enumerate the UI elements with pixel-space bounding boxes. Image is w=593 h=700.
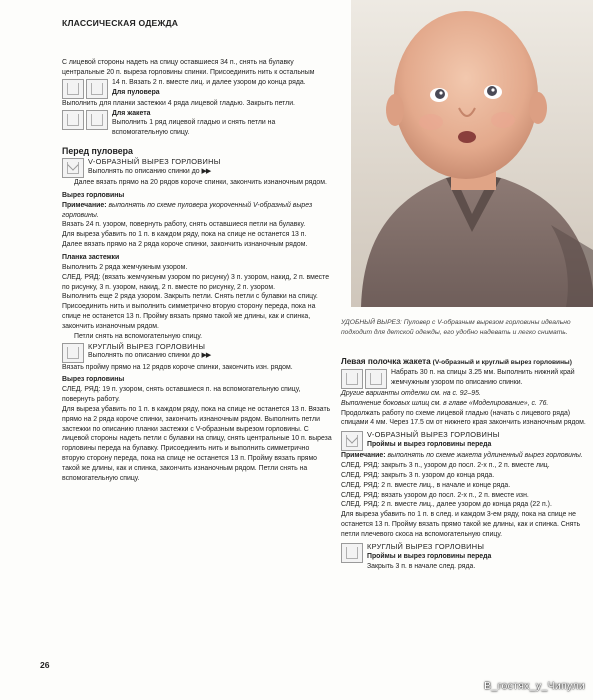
arrow-marker-icon: ▶▶ xyxy=(201,167,211,175)
schema-icons xyxy=(62,109,108,130)
paragraph: Набрать 30 п. на спицы 3.25 мм. Выполнить нижний край жемчужным узором по описанию спинки. xyxy=(391,368,575,386)
paragraph: СЛЕД. РЯД: закрыть 3 п., узором до посл. 2-х п., 2 п. вместе лиц. xyxy=(341,462,550,470)
v-neck-label: V-ОБРАЗНЫЙ ВЫРЕЗ ГОРЛОВИНЫ xyxy=(367,430,500,440)
schema-row xyxy=(341,430,593,451)
paragraph: Для выреза убавить по 1 п. в каждом ряду, пока на спице не останется 13 п. Вязать прямо на 2 ряда короче спинки, закончить изнаночным рядом. Выполнить петли застежки по описанию планки застежки с V-образным вырезом горловины. С лицевой стороны надеть петли с булавки на спицу, снять центральные 10 п. выреза горловины переда на булавку. Присоединить нить и выполнить симметрично вторую сторону переда, пока на спице не останется 13 п. Пройму вязать прямо такой же длины, как и спинка, закончить изнаночным рядом. Петли снять на вспомогательную спицу. xyxy=(62,405,332,482)
paragraph: Продолжать работу по схеме лицевой гладью (начать с лицевого ряда) спицами 4 мм. Через 17.5 см от нижнего края закончить изнаночным рядом. xyxy=(341,409,586,427)
schema-row xyxy=(62,78,332,99)
subheading-jacket: Для жакета xyxy=(112,109,151,117)
paragraph: СЛЕД. РЯД: 2 п. вместе лиц., далее узором до конца ряда (22 п.). xyxy=(341,501,552,509)
paragraph: Другие варианты отделки см. на с. 92–95. xyxy=(341,389,481,397)
paragraph: Закрыть 3 п. в начале след. ряда. xyxy=(367,562,476,570)
jacket-schema-icon xyxy=(341,369,363,389)
note-label: Примечание: xyxy=(62,201,107,209)
schema-row xyxy=(62,342,332,363)
paragraph: Вязать 24 п. узором, повернуть работу, снять оставшиеся петли на булавку. xyxy=(62,221,306,229)
page-number: 26 xyxy=(40,660,50,670)
section-heading-front: Перед пуловера xyxy=(62,146,133,157)
subheading-armholes: Проймы и вырез горловины переда xyxy=(367,552,492,560)
paragraph: Далее вязать прямо на 20 рядов короче спинки, закончить изнаночным рядом. xyxy=(74,179,327,187)
v-neck-schema-icon xyxy=(62,158,84,178)
subheading-neckline: Вырез горловины xyxy=(62,191,125,199)
subheading-neckline: Вырез горловины xyxy=(62,376,125,384)
paragraph: СЛЕД. РЯД: 19 п. узором, снять оставшиеся п. на вспомогательную спицу, повернуть работу. xyxy=(62,386,301,404)
paragraph: 14 п. Вязать 2 п. вместе лиц. и далее узором до конца ряда. xyxy=(112,78,306,86)
schema-row xyxy=(341,368,593,389)
paragraph: С лицевой стороны надеть на спицу оставшиеся 34 п., снять на булавку центральные 20 п. выреза горловины спинки. Присоединить нить к остальным xyxy=(62,59,315,76)
baby-photo xyxy=(351,0,593,307)
paragraph: СЛЕД. РЯД: 2 п. вместе лиц., в начале и конце ряда. xyxy=(341,481,511,489)
arrow-marker-icon: ▶▶ xyxy=(201,352,211,360)
schema-row xyxy=(341,542,593,572)
right-column xyxy=(341,356,593,571)
paragraph: Вязать пройму прямо на 12 рядов короче спинки, закончить изн. рядом. xyxy=(62,363,293,371)
schema-icons xyxy=(62,78,108,99)
baby-illustration xyxy=(351,0,593,307)
paragraph: Для выреза убавить по 1 п. в каждом ряду, пока на спице не останется 13 п. xyxy=(62,231,307,239)
section-heading-jacket: Левая полочка жакета xyxy=(341,357,431,366)
paragraph: Для выреза убавить по 1 п. в след. и каждом 3-ем ряду, пока на спице не останется 13 п. Пройму вязать прямо такой же длины, как и спинка. Снять петли плечевого скоса на вспомогательную спицу. xyxy=(341,511,581,538)
round-neck-label: КРУГЛЫЙ ВЫРЕЗ ГОРЛОВИНЫ xyxy=(88,341,206,351)
note-label: Примечание: xyxy=(341,452,386,460)
paragraph: Выполнить 2 ряда жемчужным узором. xyxy=(62,263,188,271)
watermark: В_гостях_у_Чипули xyxy=(484,680,585,692)
v-neck-label: V-ОБРАЗНЫЙ ВЫРЕЗ ГОРЛОВИНЫ xyxy=(88,157,221,167)
paragraph: Выполнить для планки застежки 4 ряда лицевой гладью. Закрыть петли. xyxy=(62,99,295,107)
paragraph: Выполнение боковых шлиц см. в главе «Моделирование», с. 76. xyxy=(341,399,549,407)
round-neck-schema-icon xyxy=(62,343,84,363)
subheading-pullover: Для пуловера xyxy=(112,88,160,96)
note-text: выполнять по схеме жакета удлиненный вырез горловины. xyxy=(387,452,583,460)
round-neck-schema-icon xyxy=(341,543,363,563)
paragraph: Петли снять на вспомогательную спицу. xyxy=(74,332,203,340)
paragraph: Далее вязать прямо на 2 ряда короче спинки, закончить изнаночным рядом. xyxy=(62,241,308,249)
paragraph: СЛЕД. РЯД: вязать узором до посл. 2-х п., 2 п. вместе изн. xyxy=(341,491,529,499)
pullover-schema-icon xyxy=(62,79,84,99)
section-subheading: (V-образный и круглый вырез горловины) xyxy=(432,359,572,366)
running-header: КЛАССИЧЕСКАЯ ОДЕЖДА xyxy=(62,18,179,28)
schema-row xyxy=(62,109,332,139)
v-neck-schema-icon xyxy=(341,431,363,451)
paragraph: СЛЕД. РЯД: (вязать жемчужным узором по рисунку) 3 п. узором, накид, 2 п. вместе по рисунку, 3 п. узором, накид, 2 п. вместе по рисунку, 2 п. узором. xyxy=(62,273,330,291)
photo-caption: УДОБНЫЙ ВЫРЕЗ: Пуловер с V-образным вырезом горловины идеально подходит для детской одежды, его удобно надевать и легко снимать. xyxy=(341,319,571,336)
left-column xyxy=(62,58,332,484)
jacket-schema-icon xyxy=(86,79,108,99)
paragraph: Выполнять по описанию спинки до xyxy=(88,352,200,360)
paragraph: СЛЕД. РЯД: закрыть 3 п. узором до конца ряда. xyxy=(341,471,495,479)
subheading-armholes: Проймы и вырез горловины переда xyxy=(367,441,492,449)
paragraph: Выполнять по описанию спинки до xyxy=(88,167,200,175)
jacket-schema-icon xyxy=(62,110,84,130)
jacket-schema-icon xyxy=(86,110,108,130)
subheading-placket: Планка застежки xyxy=(62,253,120,261)
round-neck-label: КРУГЛЫЙ ВЫРЕЗ ГОРЛОВИНЫ xyxy=(367,541,485,551)
paragraph: Выполнить 1 ряд лицевой гладью и снять петли на вспомогательную спицу. xyxy=(112,119,276,137)
schema-row xyxy=(62,157,332,178)
paragraph: Выполнить еще 2 ряда узором. Закрыть петли. Снять петли с булавки на спицу. Присоединить нить и выполнить симметрично вторую сторону переда, пока на спице не останется 13 п. Пройму вязать прямо такой же длины, как и спинка, закончить изнаночным рядом. xyxy=(62,293,318,330)
jacket-schema-icon xyxy=(365,369,387,389)
note-text: выполнять по схеме пуловера укороченный V-образный вырез горловины. xyxy=(62,201,313,219)
